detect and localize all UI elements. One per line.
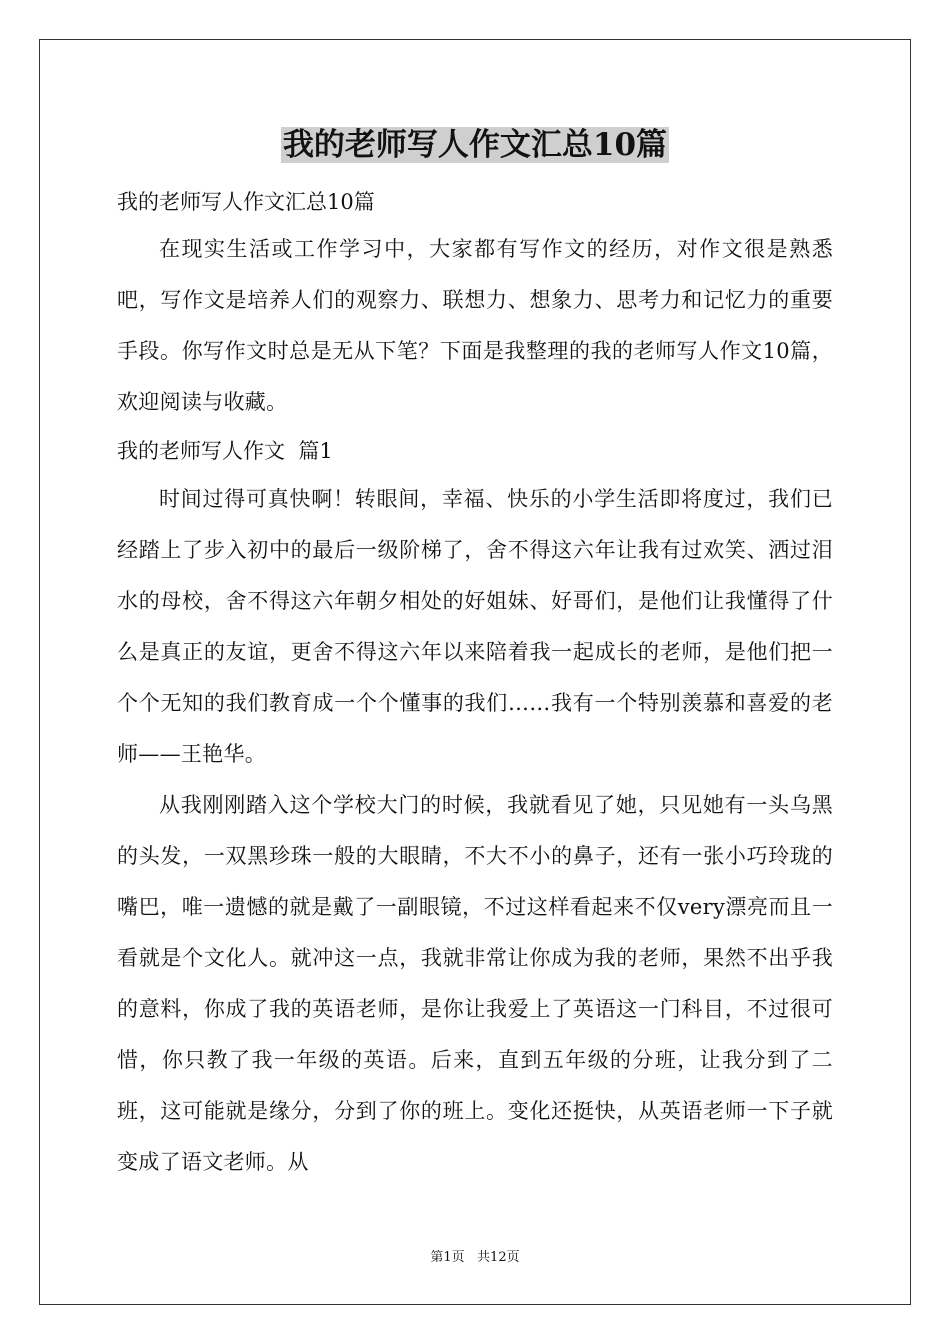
section-1-paragraph-1: 时间过得可真快啊！转眼间，幸福、快乐的小学生活即将度过，我们已经踏上了步入初中的最后一级阶梯了，舍不得这六年让我有过欢笑、洒过泪水的母校，舍不得这六年朝夕相处的好姐妹、好哥们，是他们让我懂得了什么是真正的友谊，更舍不得这六年以来陪着我一起成长的老师，是他们把一个个无知的我们教育成一个个懂事的我们……我有一个特别羡慕和喜爱的老师——王艳华。: [117, 487, 833, 766]
intro-paragraph: 在现实生活或工作学习中，大家都有写作文的经历，对作文很是熟悉吧，写作文是培养人们的观察力、联想力、想象力、思考力和记忆力的重要手段。你写作文时总是无从下笔？下面是我整理的我的老师写人作文10篇，欢迎阅读与收藏。: [117, 237, 833, 414]
document-title: [117, 120, 833, 170]
section-1-heading: 我的老师写人作文 篇1: [117, 439, 333, 463]
document-body: [117, 120, 833, 1188]
document-title-text: 我的老师写人作文汇总10篇: [282, 127, 668, 163]
page-footer: 第1页 共12页: [430, 1250, 520, 1265]
document-subtitle: 我的老师写人作文汇总10篇: [117, 190, 375, 214]
section-1-paragraph-2: 从我刚刚踏入这个学校大门的时候，我就看见了她，只见她有一头乌黑的头发，一双黑珍珠一般的大眼睛，不大不小的鼻子，还有一张小巧玲珑的嘴巴，唯一遗憾的就是戴了一副眼镜，不过这样看起来不仅very漂亮而且一看就是个文化人。就冲这一点，我就非常让你成为我的老师，果然不出乎我的意料，你成了我的英语老师，是你让我爱上了英语这一门科目，不过很可惜，你只教了我一年级的英语。后来，直到五年级的分班，让我分到了二班，这可能就是缘分，分到了你的班上。变化还挺快，从英语老师一下子就变成了语文老师。从: [117, 793, 833, 1174]
